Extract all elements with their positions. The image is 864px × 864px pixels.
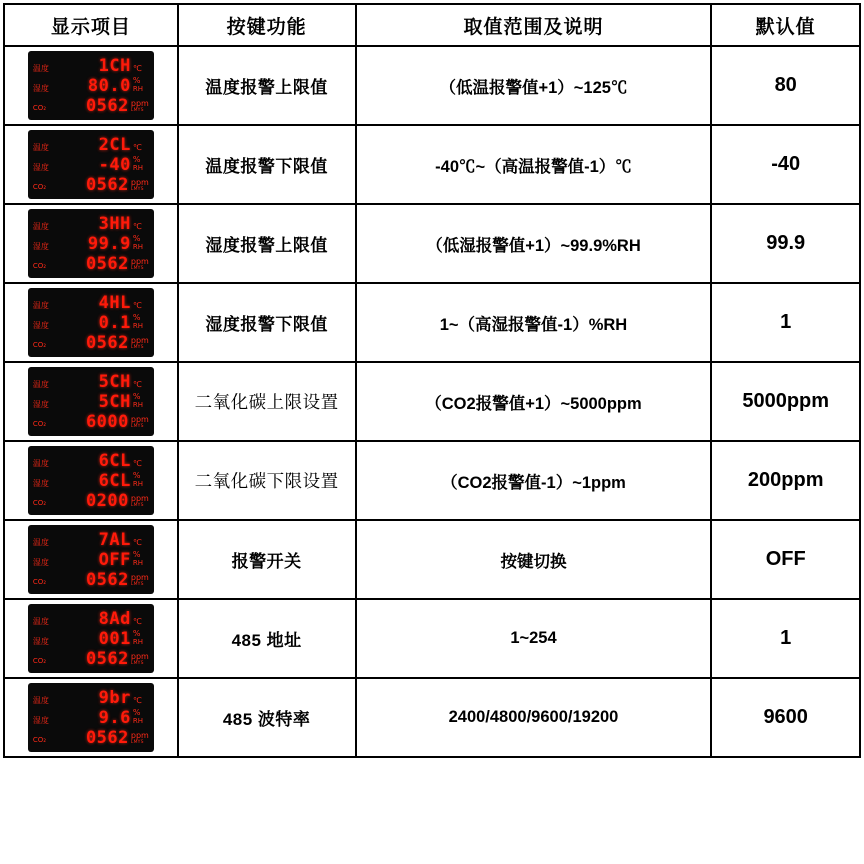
led-row-value: 5CH (98, 372, 131, 392)
led-row-value: OFF (98, 550, 131, 570)
led-display-panel (28, 209, 154, 278)
led-unit-secondary: LMYS (130, 187, 144, 192)
function-cell: 485 波特率 (178, 678, 356, 757)
range-cell: 2400/4800/9600/19200 (356, 678, 712, 757)
led-unit-secondary: LMYS (130, 108, 144, 113)
led-display-panel (28, 288, 154, 357)
led-row-unit (131, 416, 149, 431)
led-row (33, 550, 149, 569)
range-cell: 按键切换 (356, 520, 712, 599)
led-unit-primary: % (132, 550, 141, 559)
led-row-value: 0562 (85, 570, 129, 590)
led-row-value: 0562 (85, 649, 129, 669)
default-value-cell: 200ppm (711, 441, 860, 520)
led-unit-secondary: RH (132, 85, 143, 93)
table-row (4, 441, 860, 520)
led-row-label: 温度 (32, 143, 49, 152)
led-display-panel (28, 367, 154, 436)
led-row-value: 6CL (98, 471, 131, 491)
led-row (33, 688, 149, 707)
led-display-panel (28, 51, 154, 120)
column-header-default: 默认值 (711, 4, 860, 46)
function-cell: 485 地址 (178, 599, 356, 678)
led-row-label: 湿度 (32, 716, 49, 725)
led-row (33, 293, 149, 312)
led-row-label: 湿度 (32, 558, 49, 567)
function-cell: 温度报警上限值 (178, 46, 356, 125)
led-row-unit (131, 732, 149, 747)
led-row (33, 372, 149, 391)
default-value-cell: 1 (711, 283, 860, 362)
led-row-value: 6000 (85, 412, 129, 432)
led-row (33, 412, 149, 431)
display-cell (4, 204, 178, 283)
display-cell (4, 441, 178, 520)
led-unit-secondary: RH (132, 717, 143, 725)
led-row-label: 湿度 (32, 84, 49, 93)
led-row-value: 1CH (98, 56, 131, 76)
range-cell: （低湿报警值+1）~99.9%RH (356, 204, 712, 283)
function-cell: 湿度报警上限值 (178, 204, 356, 283)
led-row (33, 392, 149, 411)
led-row-label: 温度 (32, 617, 49, 626)
display-cell (4, 283, 178, 362)
led-row-value: 0562 (85, 175, 129, 195)
range-cell: 1~254 (356, 599, 712, 678)
led-unit-secondary: LMYS (130, 740, 144, 745)
led-unit-primary: % (132, 471, 141, 480)
led-row-label: CO₂ (32, 420, 47, 428)
led-row (33, 76, 149, 95)
led-row-label: 湿度 (32, 242, 49, 251)
led-row (33, 135, 149, 154)
table-row (4, 362, 860, 441)
led-row-unit (133, 630, 149, 648)
led-unit-secondary: LMYS (130, 345, 144, 350)
display-cell (4, 125, 178, 204)
led-row (33, 530, 149, 549)
header-row (4, 4, 860, 46)
table-body (4, 46, 860, 757)
led-unit-primary: ppm (130, 494, 149, 503)
default-value-cell: OFF (711, 520, 860, 599)
table-header (4, 4, 860, 46)
led-display-panel (28, 446, 154, 515)
led-unit-primary: % (132, 629, 141, 638)
led-row-label: 湿度 (32, 479, 49, 488)
default-value-cell: 1 (711, 599, 860, 678)
led-row-unit (133, 223, 149, 233)
led-row-label: CO₂ (32, 499, 47, 507)
function-cell: 二氧化碳上限设置 (178, 362, 356, 441)
led-row-label: 湿度 (32, 163, 49, 172)
display-cell (4, 520, 178, 599)
display-cell (4, 599, 178, 678)
table-row (4, 599, 860, 678)
led-row-unit (131, 258, 149, 273)
table-row (4, 520, 860, 599)
column-header-function: 按键功能 (178, 4, 356, 46)
led-row-label: CO₂ (32, 736, 47, 744)
led-row-value: 0200 (85, 491, 129, 511)
led-row-unit (133, 539, 149, 549)
led-row (33, 155, 149, 174)
led-row-label: 温度 (32, 380, 49, 389)
led-unit-primary: % (132, 76, 141, 85)
led-row-value: 8Ad (98, 609, 131, 629)
led-display-panel (28, 683, 154, 752)
led-row-value: 001 (98, 629, 131, 649)
led-row-label: CO₂ (32, 262, 47, 270)
led-row-label: 温度 (32, 696, 49, 705)
led-row-unit (131, 653, 149, 668)
range-cell: -40℃~（高温报警值-1）℃ (356, 125, 712, 204)
led-row-value: 0562 (85, 728, 129, 748)
led-row-value: 6CL (98, 451, 131, 471)
led-row (33, 491, 149, 510)
led-unit-primary: ℃ (132, 64, 142, 73)
table-row (4, 283, 860, 362)
led-row-value: -40 (98, 155, 131, 175)
led-row-unit (133, 381, 149, 391)
led-unit-secondary: LMYS (130, 503, 144, 508)
led-unit-primary: % (132, 708, 141, 717)
led-row-unit (131, 574, 149, 589)
led-row-label: CO₂ (32, 341, 47, 349)
led-row-unit (133, 460, 149, 470)
led-unit-primary: ppm (130, 731, 149, 740)
function-cell: 温度报警下限值 (178, 125, 356, 204)
default-value-cell: 9600 (711, 678, 860, 757)
led-row (33, 254, 149, 273)
led-row (33, 570, 149, 589)
function-cell: 湿度报警下限值 (178, 283, 356, 362)
led-row-value: 0.1 (98, 313, 131, 333)
led-row-value: 0562 (85, 254, 129, 274)
default-value-cell: 99.9 (711, 204, 860, 283)
led-row-unit (131, 495, 149, 510)
led-row-value: 3HH (98, 214, 131, 234)
led-unit-secondary: RH (132, 559, 143, 567)
range-cell: （CO2报警值-1）~1ppm (356, 441, 712, 520)
led-unit-secondary: LMYS (130, 424, 144, 429)
led-display-panel (28, 525, 154, 594)
led-unit-primary: ℃ (132, 143, 142, 152)
led-row-value: 80.0 (87, 76, 131, 96)
led-row-label: CO₂ (32, 657, 47, 665)
range-cell: （低温报警值+1）~125℃ (356, 46, 712, 125)
led-unit-primary: ℃ (132, 696, 142, 705)
led-row-value: 9br (98, 688, 131, 708)
led-unit-primary: ℃ (132, 538, 142, 547)
led-row-value: 9.6 (98, 708, 131, 728)
led-row (33, 708, 149, 727)
parameter-spec-table (3, 3, 861, 758)
led-row (33, 96, 149, 115)
led-row (33, 471, 149, 490)
led-row-value: 99.9 (87, 234, 131, 254)
led-row-unit (131, 179, 149, 194)
led-unit-secondary: LMYS (130, 266, 144, 271)
led-row-label: CO₂ (32, 578, 47, 586)
led-row (33, 234, 149, 253)
led-row (33, 313, 149, 332)
led-row-label: 湿度 (32, 637, 49, 646)
led-row-unit (131, 100, 149, 115)
led-row-label: CO₂ (32, 183, 47, 191)
led-row-unit (133, 551, 149, 569)
led-row (33, 609, 149, 628)
led-row-label: 温度 (32, 64, 49, 73)
led-unit-primary: % (132, 155, 141, 164)
led-row (33, 649, 149, 668)
led-row-value: 7AL (98, 530, 131, 550)
led-row (33, 333, 149, 352)
led-row (33, 214, 149, 233)
display-cell (4, 678, 178, 757)
table-row (4, 46, 860, 125)
default-value-cell: 80 (711, 46, 860, 125)
led-row-unit (131, 337, 149, 352)
led-unit-primary: ℃ (132, 222, 142, 231)
led-unit-secondary: RH (132, 243, 143, 251)
led-row-label: 温度 (32, 301, 49, 310)
led-unit-secondary: LMYS (130, 582, 144, 587)
led-unit-secondary: RH (132, 480, 143, 488)
led-row (33, 728, 149, 747)
table-row (4, 678, 860, 757)
led-row (33, 629, 149, 648)
led-row-unit (133, 697, 149, 707)
led-row-unit (133, 302, 149, 312)
led-row-label: CO₂ (32, 104, 47, 112)
led-row-value: 0562 (85, 333, 129, 353)
led-unit-primary: ℃ (132, 459, 142, 468)
led-display-panel (28, 130, 154, 199)
range-cell: 1~（高湿报警值-1）%RH (356, 283, 712, 362)
default-value-cell: 5000ppm (711, 362, 860, 441)
led-display-panel (28, 604, 154, 673)
led-row (33, 56, 149, 75)
led-row-label: 温度 (32, 538, 49, 547)
led-unit-secondary: RH (132, 322, 143, 330)
function-cell: 二氧化碳下限设置 (178, 441, 356, 520)
led-row-unit (133, 709, 149, 727)
led-unit-primary: ℃ (132, 380, 142, 389)
led-row-label: 温度 (32, 222, 49, 231)
led-unit-primary: ℃ (132, 301, 142, 310)
led-unit-primary: ppm (130, 415, 149, 424)
led-row-label: 温度 (32, 459, 49, 468)
led-row-unit (133, 156, 149, 174)
led-row-unit (133, 472, 149, 490)
led-row-unit (133, 618, 149, 628)
range-cell: （CO2报警值+1）~5000ppm (356, 362, 712, 441)
led-row-label: 湿度 (32, 400, 49, 409)
column-header-display: 显示项目 (4, 4, 178, 46)
led-row-value: 4HL (98, 293, 131, 313)
led-row-unit (133, 65, 149, 75)
led-row-label: 湿度 (32, 321, 49, 330)
led-unit-primary: ppm (130, 257, 149, 266)
led-unit-primary: % (132, 392, 141, 401)
led-unit-secondary: RH (132, 401, 143, 409)
table-row (4, 125, 860, 204)
led-unit-primary: ppm (130, 336, 149, 345)
column-header-range: 取值范围及说明 (356, 4, 712, 46)
led-unit-primary: ℃ (132, 617, 142, 626)
table-row (4, 204, 860, 283)
led-unit-primary: ppm (130, 99, 149, 108)
led-unit-primary: ppm (130, 573, 149, 582)
led-row (33, 451, 149, 470)
led-unit-secondary: LMYS (130, 661, 144, 666)
led-row-unit (133, 235, 149, 253)
led-unit-primary: ppm (130, 652, 149, 661)
default-value-cell: -40 (711, 125, 860, 204)
led-row-value: 2CL (98, 135, 131, 155)
led-unit-primary: ppm (130, 178, 149, 187)
led-unit-primary: % (132, 234, 141, 243)
led-unit-secondary: RH (132, 638, 143, 646)
led-row (33, 175, 149, 194)
led-unit-secondary: RH (132, 164, 143, 172)
display-cell (4, 46, 178, 125)
function-cell: 报警开关 (178, 520, 356, 599)
led-row-unit (133, 393, 149, 411)
display-cell (4, 362, 178, 441)
led-row-value: 5CH (98, 392, 131, 412)
led-row-value: 0562 (85, 96, 129, 116)
led-row-unit (133, 144, 149, 154)
led-unit-primary: % (132, 313, 141, 322)
led-row-unit (133, 314, 149, 332)
led-row-unit (133, 77, 149, 95)
